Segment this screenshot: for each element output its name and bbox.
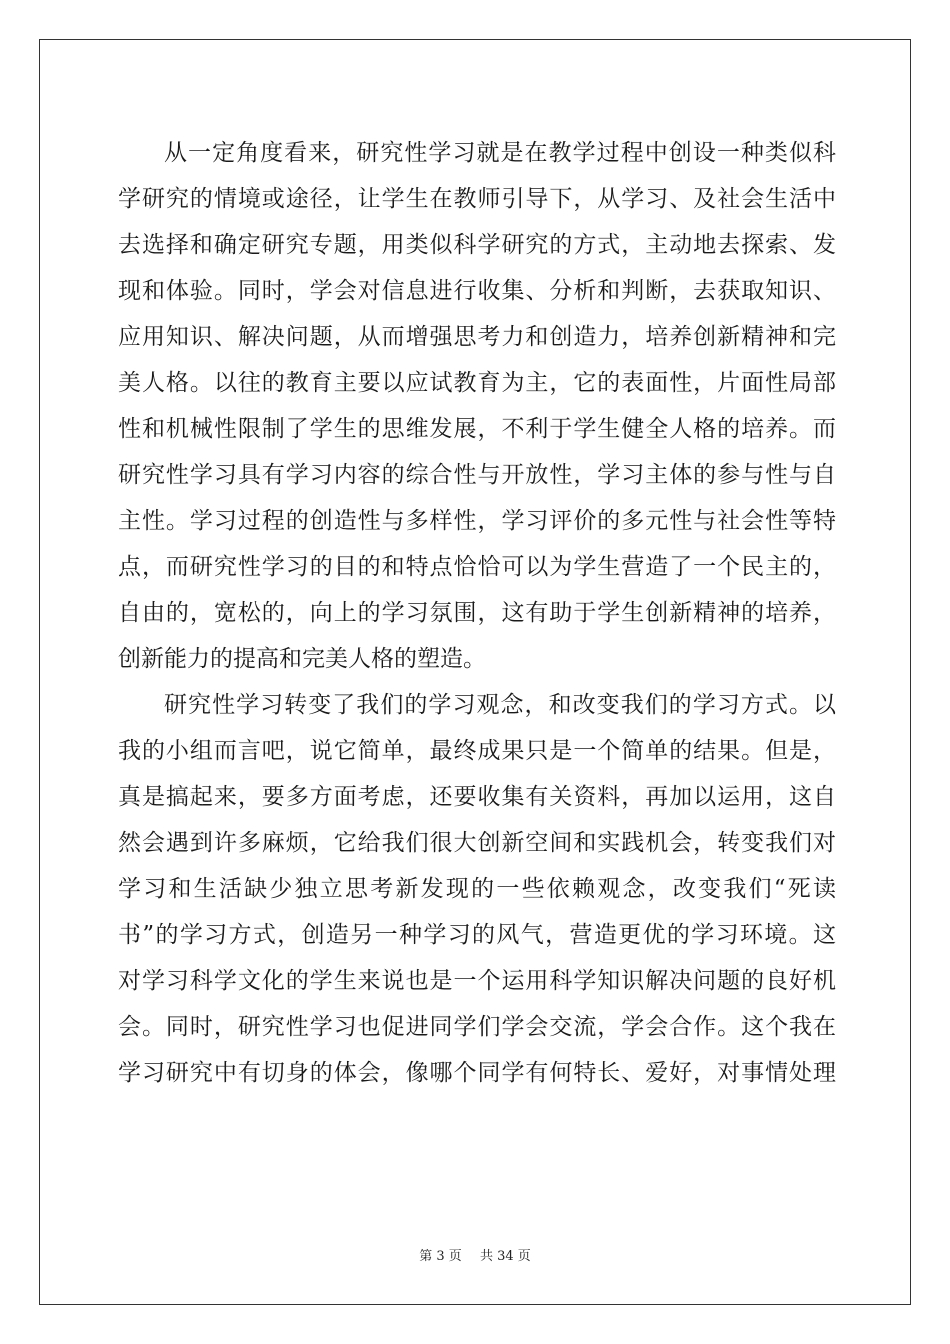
text-line: 会。同时，研究性学习也促进同学们学会交流，学会合作。这个我在 xyxy=(118,1014,836,1040)
paragraph-1 xyxy=(118,130,836,682)
page-number: 第 3 页 xyxy=(419,1249,462,1264)
text-line: 书”的学习方式，创造另一种学习的风气，营造更优的学习环境。这 xyxy=(118,922,836,948)
text-line: 研究性学习转变了我们的学习观念，和改变我们的学习方式。以 xyxy=(164,692,836,718)
text-line: 从一定角度看来，研究性学习就是在教学过程中创设一种类似科 xyxy=(164,140,836,166)
text-line: 然会遇到许多麻烦，它给我们很大创新空间和实践机会，转变我们对 xyxy=(118,830,836,856)
text-line: 性和机械性限制了学生的思维发展，不利于学生健全人格的培养。而 xyxy=(118,416,836,442)
text-line: 现和体验。同时，学会对信息进行收集、分析和判断，去获取知识、 xyxy=(118,278,836,304)
paragraph-2 xyxy=(118,682,836,1096)
total-pages: 共 34 页 xyxy=(479,1249,531,1264)
text-line: 学习和生活缺少独立思考新发现的一些依赖观念，改变我们“死读 xyxy=(118,876,836,902)
text-line: 应用知识、解决问题，从而增强思考力和创造力，培养创新精神和完 xyxy=(118,324,836,350)
text-line: 去选择和确定研究专题，用类似科学研究的方式，主动地去探索、发 xyxy=(118,232,836,258)
text-line: 自由的，宽松的，向上的学习氛围，这有助于学生创新精神的培养， xyxy=(118,600,836,626)
text-line: 美人格。以往的教育主要以应试教育为主，它的表面性，片面性局部 xyxy=(118,370,836,396)
text-line: 主性。学习过程的创造性与多样性，学习评价的多元性与社会性等特 xyxy=(118,508,836,534)
text-line: 创新能力的提高和完美人格的塑造。 xyxy=(118,646,486,672)
text-line: 我的小组而言吧，说它简单，最终成果只是一个简单的结果。但是， xyxy=(118,738,836,764)
text-line: 学研究的情境或途径，让学生在教师引导下，从学习、及社会生活中 xyxy=(118,186,836,212)
text-line: 对学习科学文化的学生来说也是一个运用科学知识解决问题的良好机 xyxy=(118,968,836,994)
document-body xyxy=(118,130,836,1096)
text-line: 真是搞起来，要多方面考虑，还要收集有关资料，再加以运用，这自 xyxy=(118,784,836,810)
text-line: 研究性学习具有学习内容的综合性与开放性，学习主体的参与性与自 xyxy=(118,462,836,488)
text-line: 学习研究中有切身的体会，像哪个同学有何特长、爱好，对事情处理 xyxy=(118,1060,836,1086)
text-line: 点，而研究性学习的目的和特点恰恰可以为学生营造了一个民主的， xyxy=(118,554,836,580)
page-footer xyxy=(0,1248,950,1266)
